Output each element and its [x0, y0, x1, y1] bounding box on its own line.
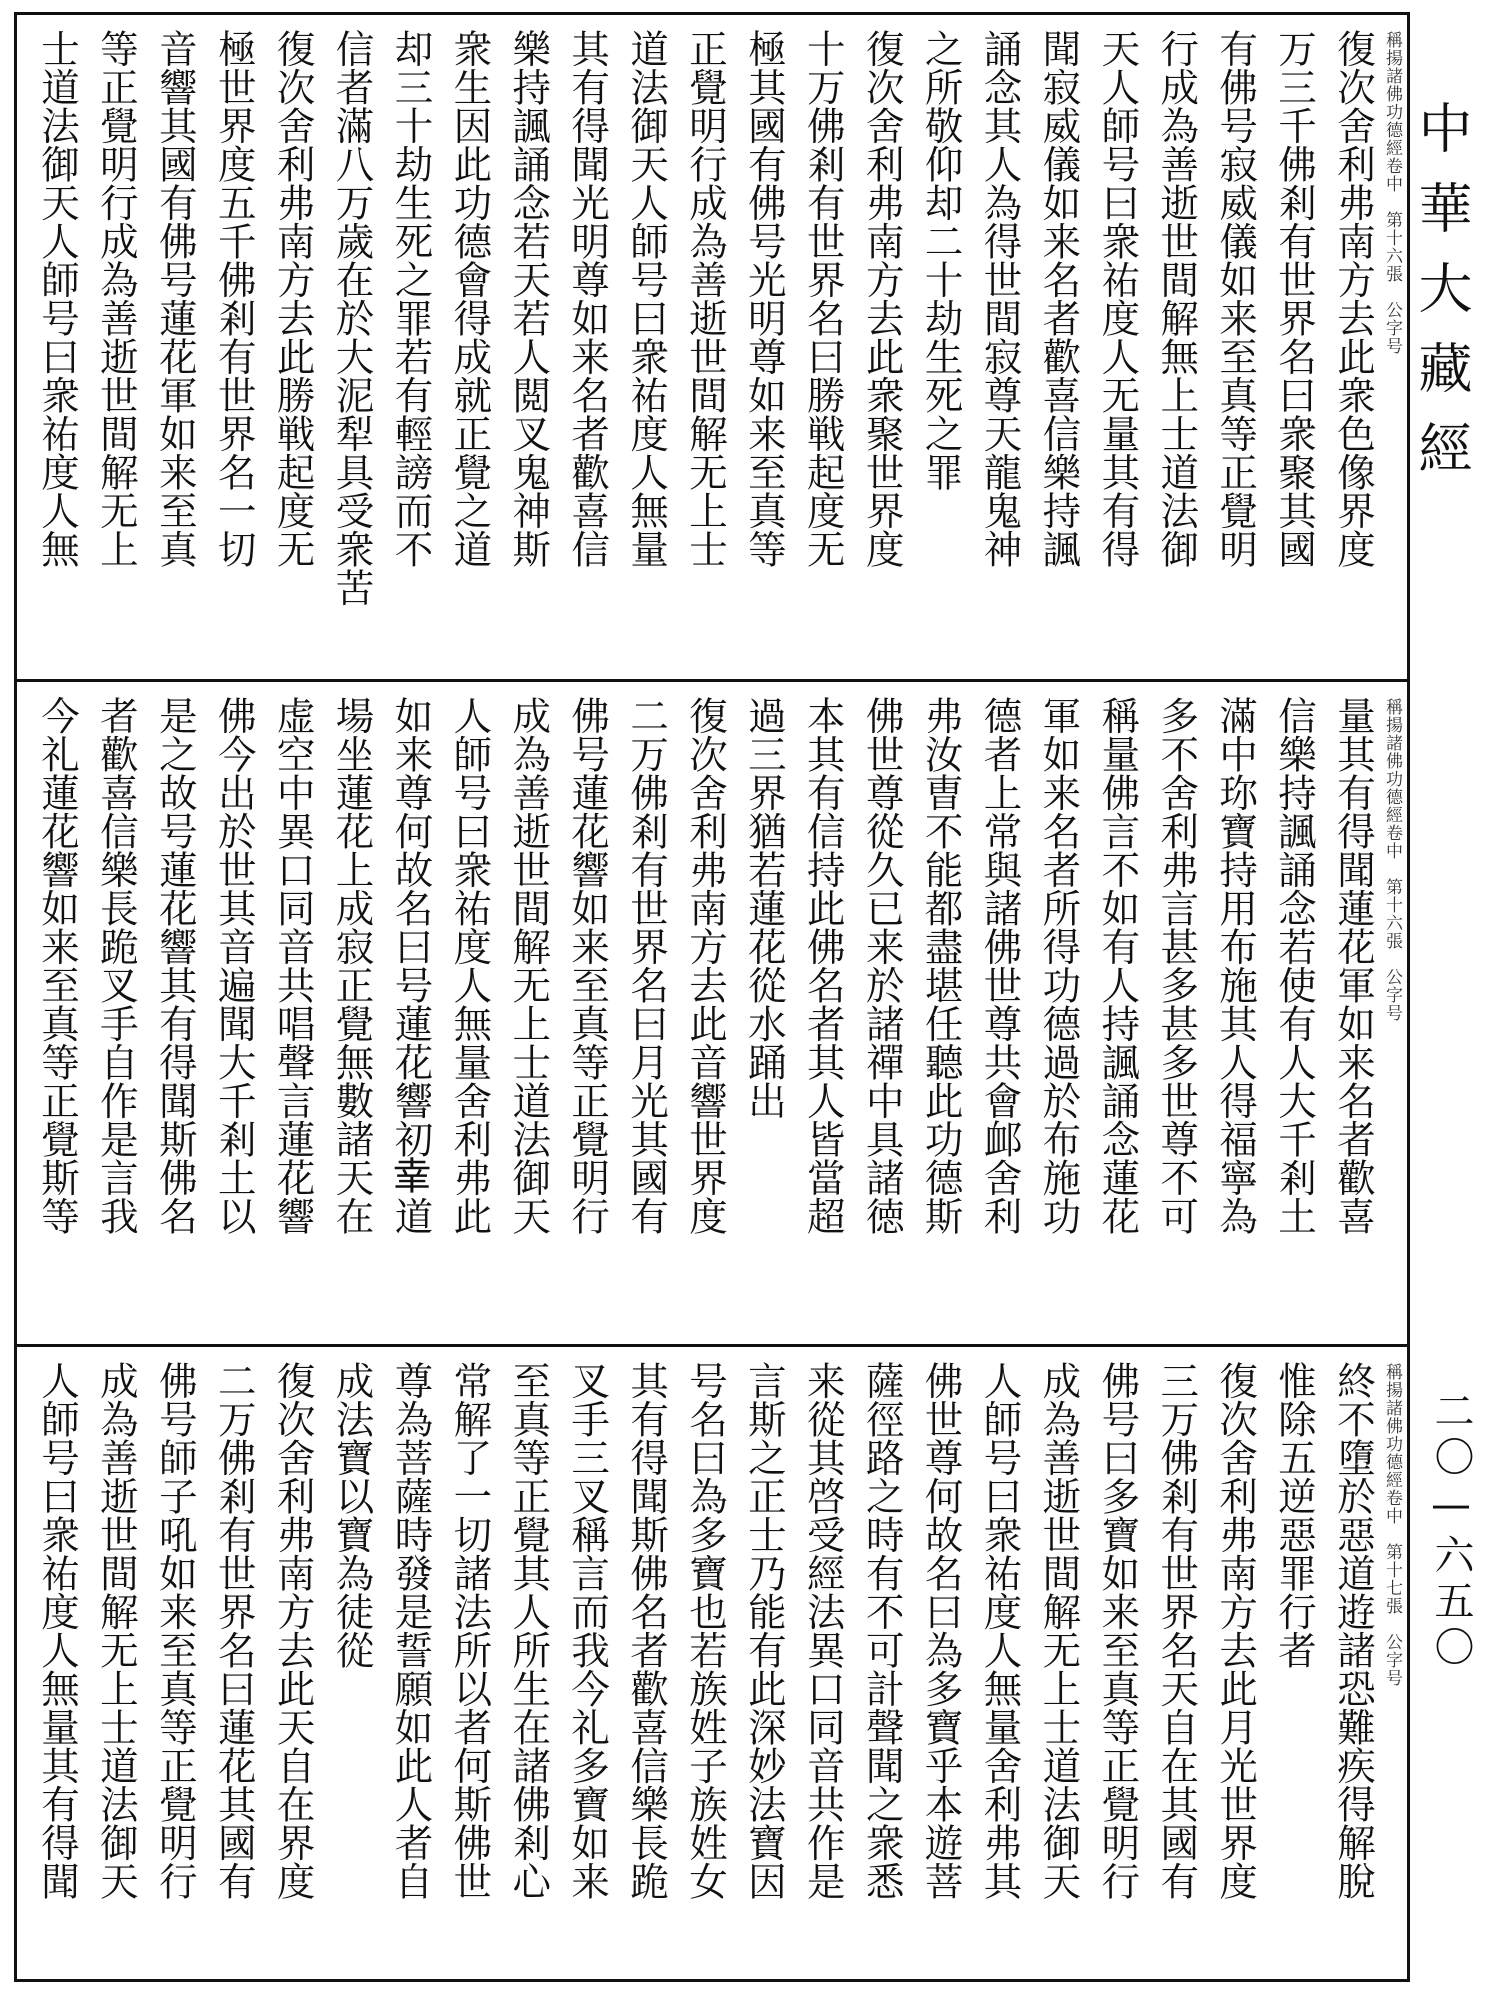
text-column: 二万佛剎有世界名曰蓮花其國有 [211, 1361, 257, 1900]
text-column: 惟除五逆惡罪行者 [1272, 1361, 1318, 1669]
text-column: 佛世尊從久已来於諸禪中具諸徳 [859, 696, 905, 1235]
text-column: 信樂持諷誦念若使有人大千剎土 [1272, 696, 1318, 1235]
text-column: 德者上常與諸佛世尊共會䘏舍利 [977, 696, 1023, 1235]
text-column: 人師号曰衆祐度人無量舍利弗此 [447, 696, 493, 1235]
text-column: 極其國有佛号光明尊如来至真等 [741, 29, 787, 568]
text-column: 十万佛剎有世界名曰勝戦起度无 [800, 29, 846, 568]
text-column: 是之故号蓮花響其有得聞斯佛名 [152, 696, 198, 1235]
text-column: 滿中珎寶持用布施其人得福寧為 [1213, 696, 1259, 1235]
text-panel-1 [17, 15, 1407, 679]
text-column: 二万佛剎有世界名曰月光其國有 [624, 696, 670, 1235]
text-column: 多不舍利弗言甚多甚多世尊不可 [1154, 696, 1200, 1235]
text-column: 行成為善逝世間解無上士道法御 [1154, 29, 1200, 568]
collection-title: 中華大藏經 [1410, 100, 1473, 500]
text-column: 成為善逝世間解无上士道法御天 [506, 696, 552, 1235]
text-column: 復次舍利弗南方去此天自在界度 [270, 1361, 316, 1900]
marginal-note: 稱揚諸佛功德經卷中 第十六張 公字号 [1382, 698, 1402, 1022]
text-column: 之所敬仰却二十劫生死之罪 [918, 29, 964, 491]
text-column: 成為善逝世間解无上士道法御天 [1036, 1361, 1082, 1900]
scripture-page [14, 12, 1410, 1982]
text-column: 場坐蓮花上成寂正覺無數諸天在 [329, 696, 375, 1235]
text-columns [33, 696, 1377, 1330]
text-column: 信者滿八万歲在於大泥犁具受衆苦 [329, 29, 375, 607]
text-column: 有佛号寂威儀如来至真等正覺明 [1213, 29, 1259, 568]
text-column: 万三千佛剎有世界名曰衆聚其國 [1272, 29, 1318, 568]
text-column: 来從其啓受經法異口同音共作是 [800, 1361, 846, 1900]
text-column: 音響其國有佛号蓮花軍如来至真 [152, 29, 198, 568]
text-column: 樂持諷誦念若天若人閲叉鬼神斯 [506, 29, 552, 568]
text-column: 者歡喜信樂長跪叉手自作是言我 [93, 696, 139, 1235]
text-column: 薩徑路之時有不可計聲聞之衆悉 [859, 1361, 905, 1900]
text-column: 叉手三叉稱言而我今礼多寶如来 [565, 1361, 611, 1900]
text-column: 復次舍利弗南方去此月光世界度 [1213, 1361, 1259, 1900]
text-panel-2 [17, 679, 1407, 1344]
text-columns [33, 29, 1377, 665]
text-column: 常解了一切諸法所以者何斯佛世 [447, 1361, 493, 1900]
text-column: 弗汝曺不能都盡堪任聽此功德斯 [918, 696, 964, 1235]
text-column: 聞寂威儀如来名者歡喜信樂持諷 [1036, 29, 1082, 568]
text-column: 稱量佛言不如有人持諷誦念蓮花 [1095, 696, 1141, 1235]
text-column: 復次舍利弗南方去此衆色像界度 [1330, 29, 1376, 568]
text-panel-3 [17, 1344, 1407, 1979]
text-column: 却三十劫生死之罪若有輕謗而不 [388, 29, 434, 568]
text-column: 正覺明行成為善逝世間解无上士 [682, 29, 728, 568]
text-columns [33, 1361, 1377, 1965]
text-column: 如来尊何故名曰号蓮花響初𦍒道 [388, 696, 434, 1235]
text-column: 虚空中異口同音共唱聲言蓮花響 [270, 696, 316, 1235]
text-column: 今礼蓮花響如来至真等正覺斯等 [35, 696, 80, 1235]
text-column: 復次舍利弗南方去此音響世界度 [682, 696, 728, 1235]
text-column: 道法御天人師号曰衆祐度人無量 [624, 29, 670, 568]
text-column: 佛号蓮花響如来至真等正覺明行 [565, 696, 611, 1235]
text-column: 成法寶以寶為徒從 [329, 1361, 375, 1669]
marginal-note: 稱揚諸佛功德經卷中 第十六張 公字号 [1382, 31, 1402, 355]
text-column: 誦念其人為得世間寂尊天龍鬼神 [977, 29, 1023, 568]
text-column: 言斯之正士乃能有此深妙法寶因 [741, 1361, 787, 1900]
text-column: 本其有信持此佛名者其人皆當超 [800, 696, 846, 1235]
text-column: 等正覺明行成為善逝世間解无上 [93, 29, 139, 568]
text-column: 人師号曰衆祐度人無量其有得聞 [35, 1361, 80, 1900]
text-column: 佛号曰多寶如来至真等正覺明行 [1095, 1361, 1141, 1900]
text-column: 至真等正覺其人所生在諸佛剎心 [506, 1361, 552, 1900]
text-column: 佛今出於世其音遍聞大千剎土以 [211, 696, 257, 1235]
text-column: 衆生因此功德會得成就正覺之道 [447, 29, 493, 568]
text-column: 号名曰為多寶也若族姓子族姓女 [682, 1361, 728, 1900]
text-column: 成為善逝世間解无上士道法御天 [93, 1361, 139, 1900]
marginal-note: 稱揚諸佛功德經卷中 第十七張 公字号 [1382, 1363, 1402, 1687]
text-column: 三万佛剎有世界名天自在其國有 [1154, 1361, 1200, 1900]
text-column: 量其有得聞蓮花軍如来名者歡喜 [1330, 696, 1376, 1235]
text-column: 復次舍利弗南方去此勝戦起度无 [270, 29, 316, 568]
text-column: 尊為菩薩時發是誓願如此人者自 [388, 1361, 434, 1900]
text-column: 過三界猶若蓮花從水踊出 [741, 696, 787, 1120]
text-column: 復次舍利弗南方去此衆聚世界度 [859, 29, 905, 568]
text-column: 其有得聞斯佛名者歡喜信樂長跪 [624, 1361, 670, 1900]
text-column: 人師号曰衆祐度人無量舍利弗其 [977, 1361, 1023, 1900]
page-number: 二〇—六五〇 [1428, 1390, 1474, 1672]
text-column: 天人師号曰衆祐度人无量其有得 [1095, 29, 1141, 568]
text-column: 佛世尊何故名曰為多寶乎本遊菩 [918, 1361, 964, 1900]
text-column: 極世界度五千佛剎有世界名一切 [211, 29, 257, 568]
text-column: 其有得聞光明尊如来名者歡喜信 [565, 29, 611, 568]
text-column: 佛号師子吼如来至真等正覺明行 [152, 1361, 198, 1900]
text-column: 軍如来名者所得功德過於布施功 [1036, 696, 1082, 1235]
text-column: 終不墮於惡道逰諸恐難疾得解脫 [1330, 1361, 1376, 1900]
text-column: 士道法御天人師号曰衆祐度人無 [35, 29, 80, 568]
